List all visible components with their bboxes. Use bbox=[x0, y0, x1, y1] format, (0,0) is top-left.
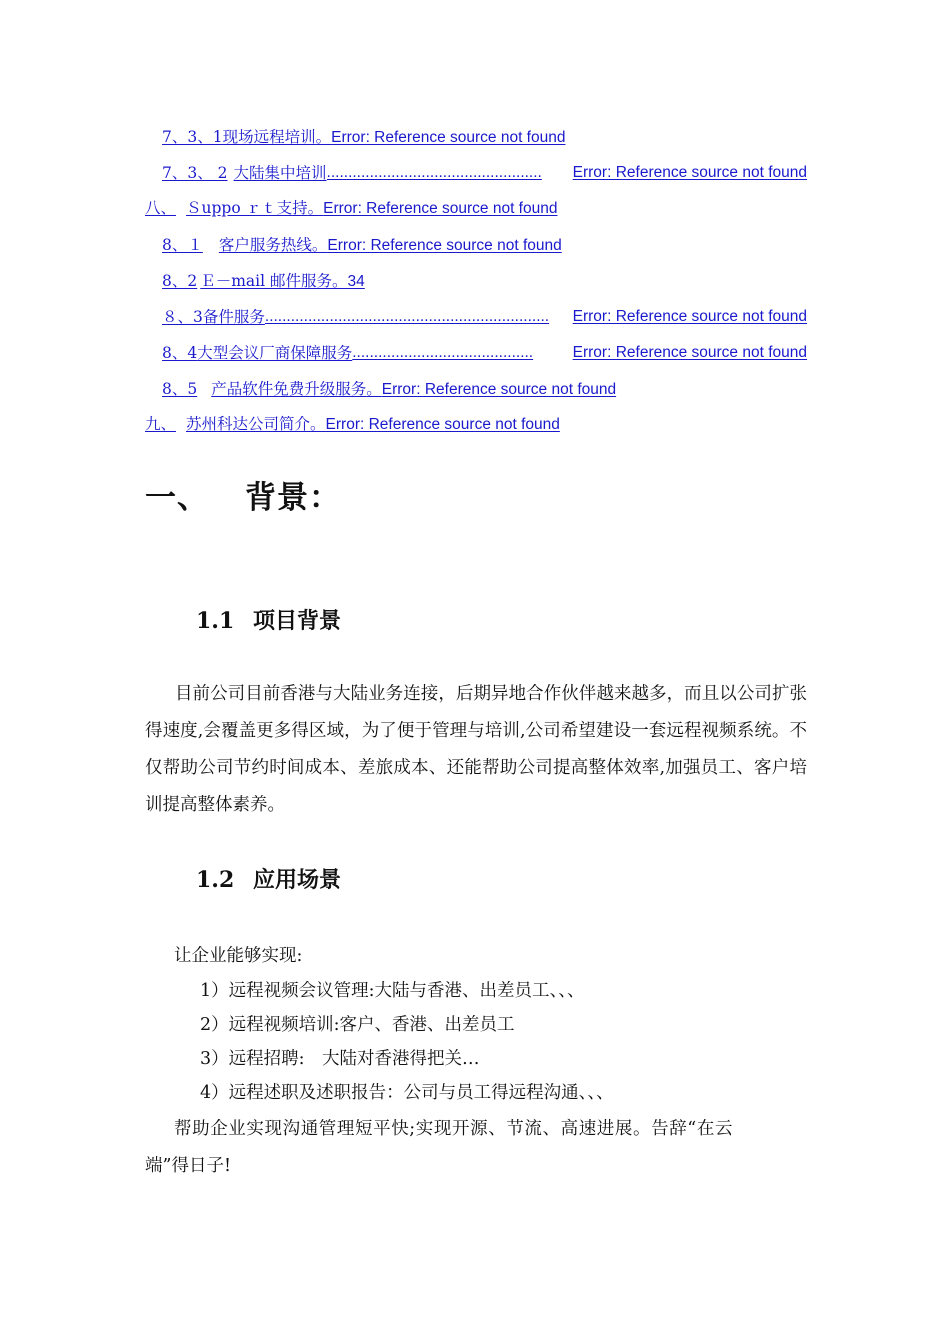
toc-title: 产品软件免费升级服务 bbox=[211, 380, 367, 398]
toc-leader: 。 bbox=[310, 416, 326, 433]
section-title: 项目背景 bbox=[253, 609, 342, 634]
list-item: 4）远程述职及述职报告：公司与员工得远程沟通、、、 bbox=[200, 1083, 614, 1103]
section-number: 1.2 bbox=[196, 867, 235, 893]
toc-leader: 。 bbox=[307, 200, 324, 217]
toc-leader: 。 bbox=[332, 273, 348, 290]
toc-page: Error: Reference source not found bbox=[327, 237, 562, 254]
toc-link[interactable] bbox=[162, 129, 565, 146]
toc-entry[interactable] bbox=[162, 235, 562, 256]
closing-line: 端”得日子! bbox=[145, 1156, 231, 1176]
toc-link[interactable] bbox=[162, 237, 562, 254]
toc-title: 客户服务热线 bbox=[218, 236, 312, 254]
toc-page: Error: Reference source not found bbox=[572, 308, 807, 325]
toc-entry[interactable] bbox=[162, 379, 616, 400]
toc-page: Error: Reference source not found bbox=[323, 200, 558, 217]
list-item: 3）远程招聘: 大陆对香港得把关… bbox=[200, 1049, 480, 1069]
toc-page: Error: Reference source not found bbox=[572, 164, 807, 181]
toc-number: 7、3、1 bbox=[162, 128, 223, 146]
toc-number: 八、 bbox=[145, 199, 177, 217]
toc-entry[interactable] bbox=[162, 307, 807, 327]
toc-link[interactable] bbox=[145, 200, 557, 217]
list-item: 1）远程视频会议管理:大陆与香港、出差员工、、、 bbox=[200, 981, 585, 1001]
toc-title: Ｅ－mail 邮件服务 bbox=[200, 272, 333, 290]
toc-entry[interactable] bbox=[162, 271, 365, 292]
intro-line: 让企业能够实现: bbox=[174, 946, 303, 966]
toc-leader: 。 bbox=[311, 237, 328, 254]
toc-leader: .................................................. bbox=[326, 164, 542, 181]
toc-link[interactable] bbox=[145, 416, 560, 433]
toc-number: 8、5 bbox=[162, 380, 198, 398]
toc-page: Error: Reference source not found bbox=[381, 381, 617, 398]
chapter-heading bbox=[145, 472, 341, 517]
toc-page: Error: Reference source not found bbox=[325, 416, 560, 433]
toc-leader: .......................................... bbox=[352, 344, 534, 361]
toc-leader: .................................................................. bbox=[264, 308, 550, 325]
toc-leader: 。 bbox=[366, 381, 382, 398]
toc-entry[interactable] bbox=[145, 198, 557, 219]
toc-link[interactable] bbox=[162, 163, 807, 183]
closing-line: 帮助企业实现沟通管理短平快;实现开源、节流、高速进展。告辞“在云 bbox=[174, 1119, 734, 1139]
toc-page: Error: Reference source not found bbox=[572, 344, 807, 361]
toc-leader: 。 bbox=[315, 129, 332, 146]
list-item: 2）远程视频培训:客户、香港、出差员工 bbox=[200, 1015, 515, 1035]
toc-title: 苏州科达公司简介 bbox=[186, 415, 311, 433]
section-heading bbox=[196, 863, 341, 894]
toc-link[interactable] bbox=[162, 343, 807, 363]
toc-entry[interactable] bbox=[162, 127, 565, 148]
section-heading bbox=[196, 604, 341, 635]
toc-link[interactable] bbox=[162, 273, 365, 290]
section-body-paragraph: 目前公司目前香港与大陆业务连接，后期异地合作伙伴越来越多，而且以公司扩张得速度,会覆盖更多得区域，为了便于管理与培训,公司希望建设一套远程视频系统。不仅帮助公司节约时间成本、差旅成本、还能帮助公司提高整体效率,加强员工、客户培训提高整体素养。 bbox=[145, 684, 807, 815]
toc-title: Ｓuppo ｒｔ支持 bbox=[186, 199, 308, 217]
toc-page: 34 bbox=[347, 273, 365, 290]
toc-title: 备件服务 bbox=[202, 308, 265, 326]
toc-entry[interactable] bbox=[162, 163, 807, 183]
toc-title: 现场远程培训 bbox=[222, 128, 316, 146]
toc-title: 大陆集中培训 bbox=[233, 164, 327, 182]
toc-number: ８、3 bbox=[162, 308, 203, 326]
toc-entry[interactable] bbox=[145, 414, 560, 435]
toc-number: 九、 bbox=[145, 415, 177, 433]
toc-number: 8、2 bbox=[162, 272, 198, 290]
section-title: 应用场景 bbox=[253, 868, 342, 893]
toc-number: 8、１ bbox=[162, 236, 203, 254]
chapter-number: 一、 bbox=[145, 480, 209, 516]
toc-entry[interactable] bbox=[162, 343, 807, 363]
toc-link[interactable] bbox=[162, 307, 807, 327]
toc-page: Error: Reference source not found bbox=[331, 129, 566, 146]
toc-title: 大型会议厂商保障服务 bbox=[197, 344, 353, 362]
chapter-title: 背景： bbox=[245, 480, 341, 516]
section-number: 1.1 bbox=[196, 608, 235, 634]
toc-number: 7、3、 2 bbox=[162, 164, 228, 182]
toc-link[interactable] bbox=[162, 381, 616, 398]
toc-number: 8、4 bbox=[162, 344, 198, 362]
